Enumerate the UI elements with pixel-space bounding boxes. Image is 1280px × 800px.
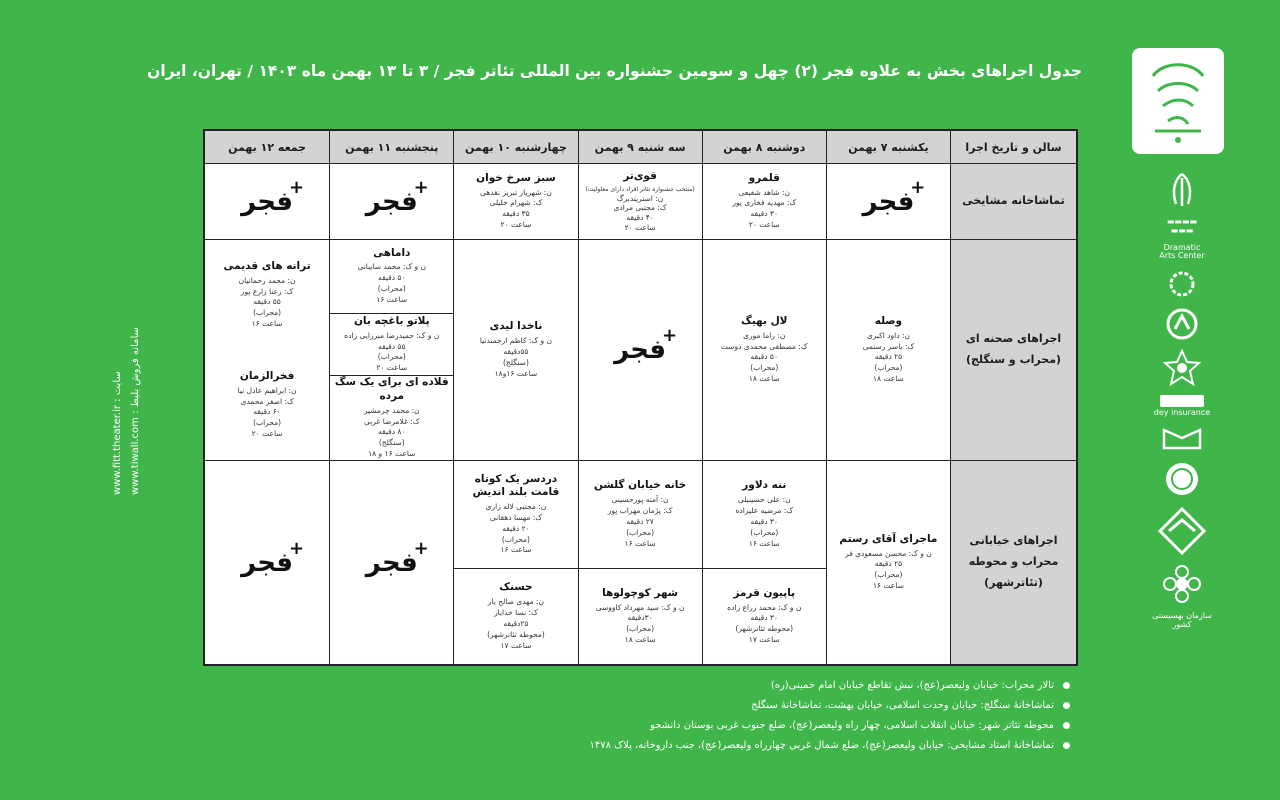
performance-time: ساعت ۲۰ [748,220,780,230]
performance-info [357,247,426,306]
performance-stack [453,461,577,664]
performance-info [480,320,552,379]
dramatic-arts-line2: Arts [1159,251,1176,261]
fajr-placeholder [205,164,329,240]
vertical-links [112,327,152,495]
venue-mashayekhi [950,164,1076,240]
site-link[interactable]: www.fitt.theater.ir : سایت [112,371,123,495]
performance-detail: ن: محمد رحمانیان [238,275,296,285]
performance-stack [329,240,453,461]
performance-time: ساعت ۱۶ [624,538,656,548]
performance-cell [330,376,453,460]
performance-detail: ک: شهرام خلیلی [489,198,543,208]
performance-duration: ۶۰ دقیقه [253,407,281,417]
performance-info [454,473,577,557]
performance-cell [702,164,826,240]
performance-detail: ن و ک: سید مهرداد کاووسی [595,602,685,612]
header-day: سه شنبه ۹ بهمن [578,131,702,164]
performance-venue: (محراب) [626,624,655,634]
performance-detail: ن: شهریار تبریز نقدهی [480,187,552,197]
performance-venue: (محراب) [501,534,530,544]
performance-detail: ک: مجتبی مرادی [613,203,667,213]
performance-note: (منتخب جشنواره تئاتر افراد دارای معلولیت) [585,185,695,193]
performance-time: ساعت ۲۰ [251,429,283,439]
performance-stack [702,461,826,664]
performance-info [205,260,329,330]
performance-title: سبز سرخ خوان [476,171,556,184]
note-item: تماشاخانهٔ استاد مشایخی: خیابان ولیعصر(عج)، ضلع شمال غربی چهارراه ولیعصر(عج)، جنب داروخانه، پلاک ۱۴۷۸ [590,736,1070,756]
performance-detail: ن و ک: محسن مسعودی فر [845,548,932,558]
performance-duration: ۳۰ دقیقه [750,209,778,219]
performance-title: ماجرای آقای رستم [839,532,938,545]
performance-duration: ۳۰ دقیقه [750,516,778,526]
performance-detail: ک: غلامرضا غربی [363,416,420,426]
performance-cell [454,569,577,664]
performance-title: وصله [874,314,903,327]
header-day: چهارشنبه ۱۰ بهمن [453,131,577,164]
fajr-label: فجر [241,547,294,578]
performance-info [344,315,439,374]
performance-duration: ۸۰ دقیقه [378,427,406,437]
performance-info [727,587,801,646]
performance-cell [578,164,702,240]
performance-title: ننه دلاور [742,479,787,492]
performance-cell [330,314,453,377]
performance-info [736,479,794,549]
welfare-org-label: سازمان بهسیستی کشور [1152,610,1212,629]
insurance-logo [1154,395,1210,418]
performance-title: فخرالزمان [239,369,295,382]
performance-detail: ن و ک: حمیدرضا میرزایی زاده [344,330,440,340]
flower-logo-icon [1162,564,1202,604]
fajr-label: فجر [365,186,418,217]
plus-icon: + [910,176,925,198]
venue-label: اجراهای خیابانی [969,534,1058,548]
performance-title: ترانه های قدیمی [223,259,311,272]
performance-time: ساعت ۲۰ [624,222,656,232]
schedule-table [203,129,1078,666]
performance-detail: ک: مصطفی محمدی دوست [720,341,808,351]
festival-logo [1132,48,1224,154]
performance-detail: ک: مهدیه فخاری پور [732,198,797,208]
fajr-plus-mark [241,176,304,217]
performance-venue: (محراب) [626,527,655,537]
performance-time: ساعت ۱۶ [251,319,283,329]
fajr-label: فجر [241,186,294,217]
performance-cell [826,240,950,461]
performance-venue: (محراب) [377,352,406,362]
festival-calligraphy-icon [1143,56,1213,146]
performance-time: ساعت ۱۷ [500,640,532,650]
performance-venue: (محوطه تئاترشهر) [735,624,794,634]
performance-detail: ن و ک: محمد سایبانی [357,262,427,272]
performance-venue: (محراب) [874,363,903,373]
performance-venue: (محراب) [874,570,903,580]
performance-info [585,170,694,232]
round-seal-icon [1163,460,1201,498]
note-item: محوطه تئاتر شهر: خیابان انقلاب اسلامی، چهار راه ولیعصر(عج)، ضلع جنوب غربی بوستان دانشجو [590,716,1070,736]
performance-duration: ۲۵ دقیقه [874,352,903,362]
performance-detail: ن: مهدی صالح یار [487,597,545,607]
circle-arrow-icon [1165,307,1199,341]
performance-cell [703,569,826,664]
note-item: تالار محراب: خیابان ولیعصر(عج)، نبش تقاطع خیابان امام خمینی(ره) [590,676,1070,696]
performance-duration: ۵۰ دقیقه [750,352,778,362]
performance-duration: ۳۵ دقیقه [502,209,530,219]
performance-detail: ک: رعنا زارع پور [240,286,294,296]
performance-title: شهر کوچولوها [602,586,679,599]
performance-info [839,533,937,592]
ministry-text: ▬▬▬▬ ▬▬▬ [1166,217,1198,235]
performance-venue: (سنگلج) [503,357,529,367]
performance-cell [453,240,577,461]
performance-venue: (محراب) [253,308,282,318]
performance-duration: ۲۷ دقیقه [626,516,654,526]
performance-title: ناخدا لیدی [489,320,543,333]
ticket-link[interactable]: www.tiwall.com : سامانه فروش بلیط [130,327,141,495]
performance-time: ساعت ۲۰ [500,220,532,230]
fajr-placeholder [329,164,453,240]
plus-icon: + [413,176,428,198]
fajr-plus-mark [365,176,428,217]
performance-detail: ن و ک: کاظم ارجمندنیا [479,336,553,346]
performance-detail: ک: اصغر محمدی [240,396,294,406]
performance-info [487,581,545,651]
sponsor-logos [1142,170,1222,630]
performance-time: ساعت ۱۸ [748,374,780,384]
performance-info [732,172,796,231]
performance-time: ساعت ۱۶ [748,538,780,548]
fajr-placeholder [578,240,702,461]
performance-stack [578,461,702,664]
page-title: جدول اجراهای بخش به علاوه فجر (۲) چهل و سومین جشنواره بین المللی تئاتر فجر / ۳ تا ۱۳ بهمن ماه ۱۴۰۳ / تهران، ایران [147,62,1082,80]
performance-title: خانه خیابان گلشن [593,479,687,492]
performance-info [476,172,556,231]
insurance-label: dey insurance [1153,408,1211,418]
fajr-label: فجر [862,186,915,217]
performance-detail: ن: ابراهیم عادل نیا [237,385,297,395]
diamond-logo-icon [1157,506,1207,556]
performance-duration: ۲۰ دقیقه [502,523,530,533]
performance-venue: (محراب) [750,527,779,537]
performance-detail: ک: مرضیه علیزاده [735,506,794,515]
performance-title: حسنک [499,581,533,594]
fajr-plus-mark [365,537,428,578]
performance-info [330,376,453,460]
performance-title: داماهی [373,246,411,259]
venue-label: تماشاخانه مشایخی [962,194,1065,208]
performance-duration: ۵۵ دقیقه [253,297,281,307]
performance-venue: (محوطه تئاترشهر) [487,629,545,639]
performance-title: لال بهیگ [741,314,788,327]
performance-duration: ۵۵ دقیقه [378,341,406,351]
performance-info [863,315,915,385]
fajr-placeholder [205,461,329,664]
performance-time: ساعت ۱۶ [500,545,532,555]
performance-detail: ن: محمد چرمشیر [363,405,420,415]
fajr-label: فجر [365,547,418,578]
venue-notes [590,676,1070,756]
performance-cell [453,164,577,240]
plus-icon: + [413,537,428,559]
performance-duration: ۲۵ دقیقه [874,559,903,569]
fajr-placeholder [826,164,950,240]
performance-time: ساعت ۱۶ و ۱۸ [368,449,416,459]
performance-time: ساعت ۱۶ [873,581,904,591]
performance-cell [454,461,577,569]
performance-info [594,479,686,549]
plus-icon: + [288,537,304,559]
dramatic-arts-line1: Dramatic [1163,242,1201,252]
performance-venue: (محراب) [253,418,282,428]
header-day: یکشنبه ۷ بهمن [826,131,950,164]
performance-detail: ن: راما موری [743,330,786,340]
performance-cell [579,461,702,569]
venue-label: اجراهای صحنه ای [965,332,1062,346]
header-day: پنجشنبه ۱۱ بهمن [329,131,453,164]
performance-detail: ن: داود اکبری [866,330,910,340]
star-emblem-icon [1163,349,1201,387]
performance-duration: ۵۰ دقیقه [378,273,406,283]
venue-stage [950,240,1076,461]
performance-venue: (محراب) [377,284,406,294]
performance-cell [330,240,453,314]
ring-logo-icon [1160,269,1204,299]
performance-cell [702,240,826,461]
note-item: تماشاخانهٔ سنگلج: خیابان وحدت اسلامی، خیابان بهشت، تماشاخانهٔ سنگلج [590,696,1070,716]
performance-detail: ک: مهسا دهقانی [489,512,543,522]
dramatic-arts-line3: Center [1177,251,1205,261]
fajr-plus-mark [241,537,304,578]
performance-cell [703,461,826,569]
header-day: جمعه ۱۲ بهمن [205,131,329,164]
performance-title: دردسر یک کوتاه قامت بلند اندیش [472,472,560,499]
dramatic-arts-logo [1159,244,1205,262]
performance-detail: ن: مجتبی لاله زاری [485,501,547,511]
performance-detail: ک: یاسر رستمی [862,341,915,351]
performance-duration: ۲۵دقیقه [503,618,529,628]
fajr-label: فجر [614,335,667,365]
performance-venue: (سنگلج) [378,438,405,448]
performance-duration: ۳۰دقیقه [627,613,653,623]
performance-detail: ک: پژمان مهراب پور [607,506,673,515]
performance-time: ساعت ۱۷ [748,635,780,645]
performance-duration: ۳۰ دقیقه [750,613,778,623]
performance-duration: ۴۰ دقیقه [626,213,654,223]
venue-street [950,461,1076,664]
performance-title: قلمرو [748,171,780,184]
performance-detail: ن: آمنه پورحسینی [611,495,669,505]
performance-time: ساعت ۱۸ [624,635,656,645]
performance-title: پاپیون قرمز [733,586,796,599]
performance-venue: (محراب) [750,363,779,373]
venue-sublabel: محراب و محوطه [968,555,1059,569]
performance-time: ساعت ۱۶و۱۸ [494,368,538,378]
performance-stack [205,240,329,461]
performance-info [721,315,808,385]
performance-detail: ن: شاهد شفیعی [738,187,790,197]
performance-detail: ن و ک: محمد زراع زاده [727,602,802,612]
performance-info [596,587,685,646]
venue-sublabel: (تئاترشهر) [984,575,1043,589]
plus-icon: + [288,176,304,198]
plus-icon: + [661,325,677,346]
performance-info [205,370,329,440]
header-day: دوشنبه ۸ بهمن [702,131,826,164]
iran-emblem-icon [1162,170,1202,210]
performance-title: پلاتو باغچه بان [353,315,430,328]
fajr-plus-mark [614,325,677,365]
performance-detail: ن: علی حسینیلی [737,495,791,505]
performance-time: ساعت ۱۶ [376,295,408,305]
header-corner: سالن و تاریخ اجرا [950,131,1076,164]
venue-sublabel: (محراب و سنگلج) [965,353,1062,366]
book-logo-icon [1160,426,1204,452]
performance-cell [579,569,702,664]
performance-time: ساعت ۲۰ [376,363,408,373]
performance-time: ساعت ۱۸ [872,374,904,384]
performance-detail: ک: نسا خدایار [494,608,538,617]
fajr-placeholder [329,461,453,664]
performance-detail: ن: استریندبرگ [616,193,664,203]
performance-duration: ۵۵دقیقه [503,346,529,356]
performance-cell [826,461,950,664]
fajr-plus-mark [862,176,925,217]
performance-title: قوی‌تر [623,170,657,183]
performance-title: قلاده ای برای یک سگ مرده [334,376,449,402]
